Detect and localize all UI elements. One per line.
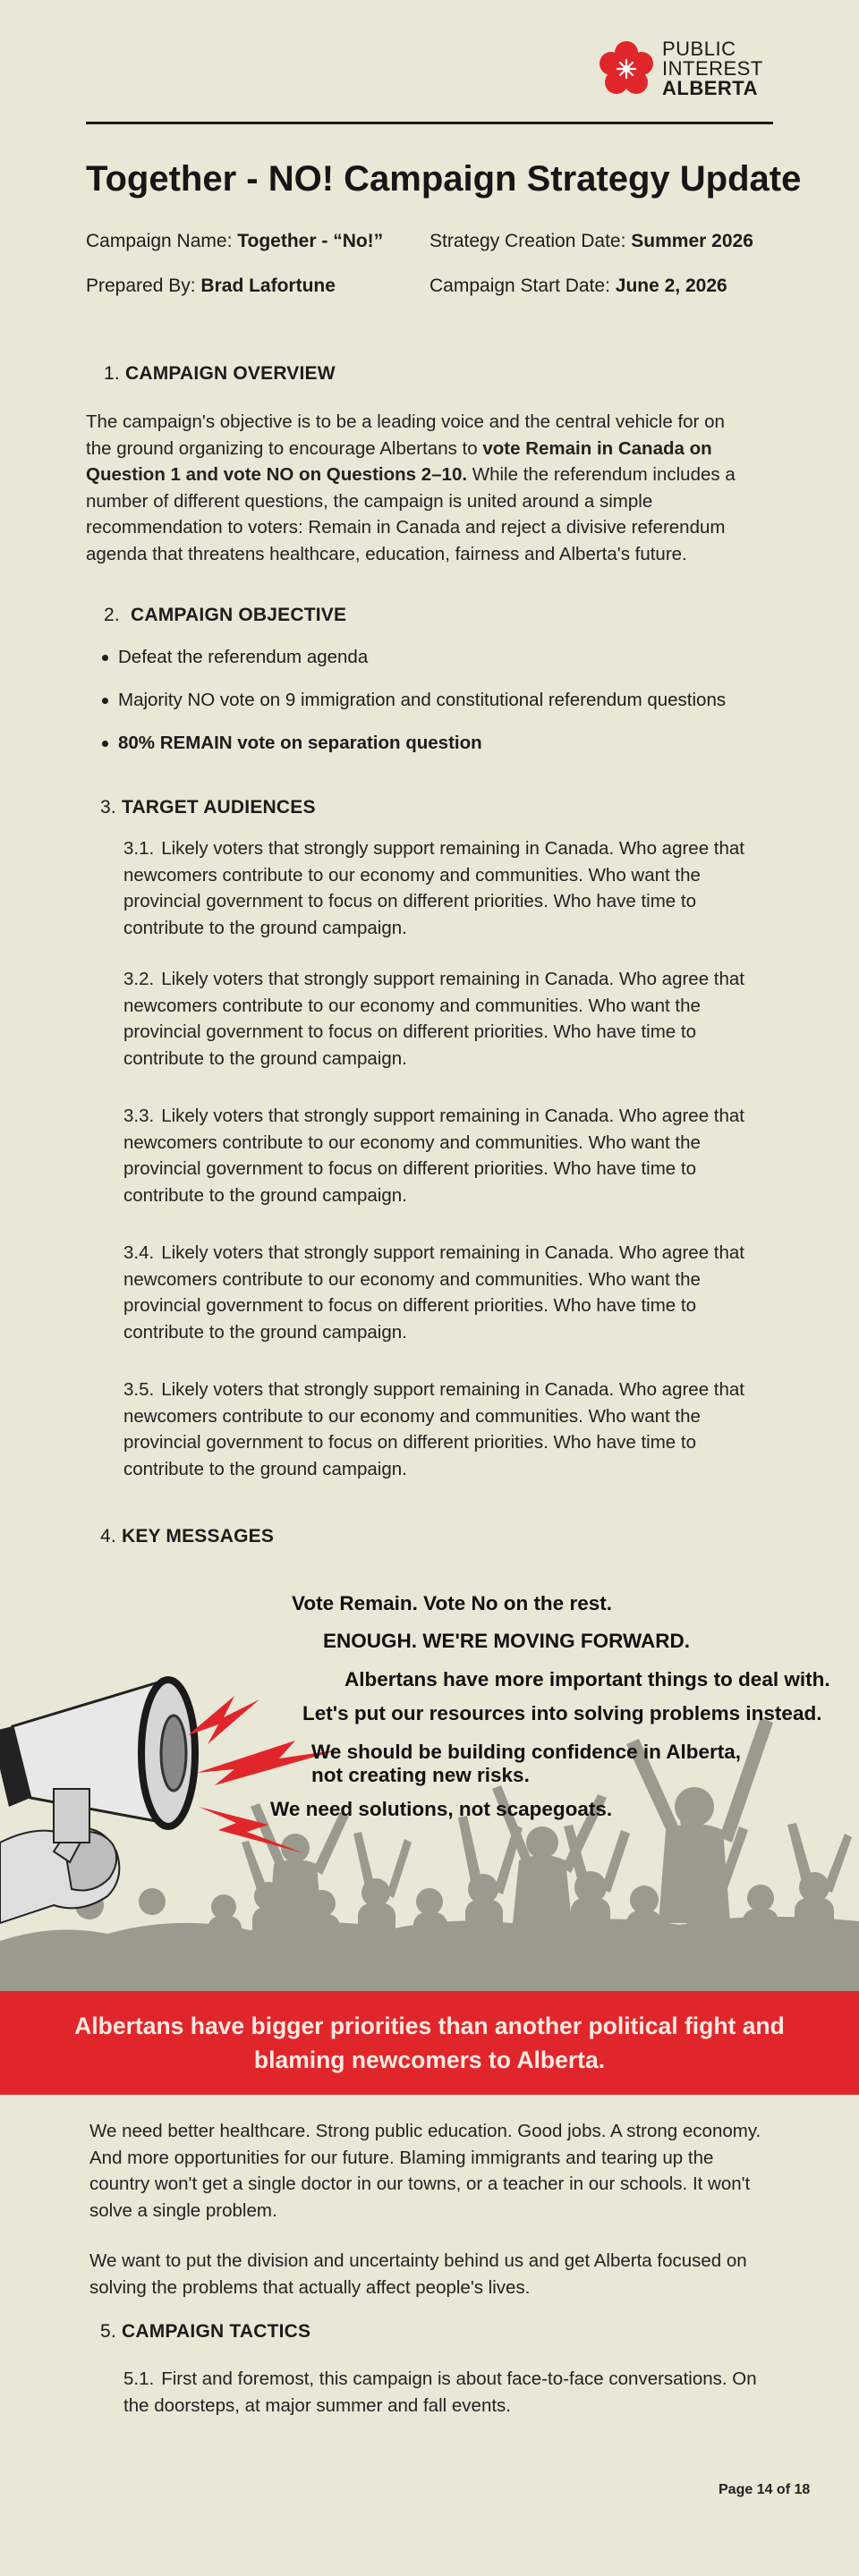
key-message: ENOUGH. WE'RE MOVING FORWARD. (323, 1630, 690, 1652)
start-date-field (430, 275, 727, 297)
banner-text: Albertans have bigger priorities than another political fight and blaming newcomers to Alberta. (74, 2012, 785, 2073)
section-title: KEY MESSAGES (121, 1526, 275, 1546)
section-number: 3. (100, 797, 116, 818)
logo-line-2: INTEREST (662, 57, 763, 80)
page-number: Page 14 of 18 (719, 2482, 811, 2497)
tactic-number: 5.1. (123, 2368, 155, 2389)
prepared-by-value: Brad Lafortune (200, 275, 336, 296)
audience-text: Likely voters that strongly support remaining in Canada. Who agree that newcomers contribute to our economy and communities. Who want the provincial government to focus on different priorities. Who have time to contribute to the ground campaign. (123, 1242, 744, 1343)
megaphone-crowd-illustration (0, 1583, 859, 1995)
logo-wordmark (662, 39, 763, 98)
page-title: Together - NO! Campaign Strategy Update (86, 159, 802, 199)
tactic-text: First and foremost, this campaign is about face-to-face conversations. On the doorsteps, at major summer and fall events. (123, 2368, 757, 2416)
key-message: We should be building confidence in Alberta, (311, 1741, 742, 1763)
prepared-by-label: Prepared By: (86, 275, 196, 296)
section-heading-key-messages (100, 1526, 274, 1547)
header-divider (86, 122, 773, 124)
priority-banner (0, 1991, 859, 2095)
section-heading-tactics (100, 2321, 310, 2343)
section-title: CAMPAIGN TACTICS (121, 2321, 311, 2342)
key-messages-paragraph-2: We want to put the division and uncertainty behind us and get Alberta focused on solving the problems that actually affect people's lives. (89, 2250, 747, 2298)
section-title: TARGET AUDIENCES (121, 797, 316, 818)
audience-number: 3.3. (123, 1106, 155, 1126)
overview-text-bold: vote Remain in Canada on Question 1 and vote NO on Questions 2–10. (86, 437, 712, 485)
list-item: Majority NO vote on 9 immigration and constitutional referendum questions (98, 688, 726, 731)
list-item: Defeat the referendum agenda (98, 645, 726, 688)
audience-item (123, 966, 768, 1072)
key-message: Vote Remain. Vote No on the rest. (292, 1592, 612, 1614)
section-heading-objective (104, 605, 346, 626)
public-interest-alberta-logo (598, 39, 763, 98)
audience-text: Likely voters that strongly support remaining in Canada. Who agree that newcomers contribute to our economy and communities. Who want the provincial government to focus on different priorities. Who have time to contribute to the ground campaign. (123, 969, 744, 1069)
audience-number: 3.5. (123, 1379, 155, 1400)
audience-item (123, 1103, 768, 1208)
audience-text: Likely voters that strongly support remaining in Canada. Who agree that newcomers contribute to our economy and communities. Who want the provincial government to focus on different priorities. Who have time to contribute to the ground campaign. (123, 1106, 744, 1206)
section-number: 4. (100, 1526, 116, 1546)
logo-line-3: ALBERTA (662, 77, 758, 99)
campaign-name-field (86, 231, 383, 252)
section-heading-audiences (100, 797, 316, 818)
start-date-label: Campaign Start Date: (430, 275, 610, 296)
section-number: 5. (100, 2321, 116, 2342)
creation-date-value: Summer 2026 (631, 231, 753, 251)
section-title: CAMPAIGN OVERVIEW (124, 363, 336, 384)
prepared-by-field (86, 275, 336, 297)
key-messages-paragraph-1: We need better healthcare. Strong public education. Good jobs. A strong economy. And more opportunities for our future. Blaming immigrants and tearing up the country won't get a single doctor in our towns, or a teacher in our schools. It won't solve a single problem. (89, 2121, 761, 2221)
audience-text: Likely voters that strongly support remaining in Canada. Who agree that newcomers contribute to our economy and communities. Who want the provincial government to focus on different priorities. Who have time to contribute to the ground campaign. (123, 1379, 744, 1479)
creation-date-field (430, 231, 753, 252)
audience-number: 3.1. (123, 838, 155, 859)
section-number: 2. (104, 605, 120, 625)
audience-number: 3.2. (123, 969, 155, 989)
key-message: Let's put our resources into solving problems instead. (302, 1702, 822, 1724)
audience-item (123, 1377, 768, 1482)
objective-list (98, 645, 726, 774)
section-title: CAMPAIGN OBJECTIVE (130, 605, 347, 625)
campaign-name-label: Campaign Name: (86, 231, 233, 251)
logo-line-1: PUBLIC (662, 38, 736, 60)
tactic-item (123, 2366, 768, 2419)
list-item: 80% REMAIN vote on separation question (98, 731, 726, 774)
maple-flower-logo-icon (598, 40, 655, 97)
overview-paragraph (86, 409, 753, 567)
audience-item (123, 1240, 768, 1345)
overview-text-b: While the referendum includes a number of different questions, the campaign is united around a simple recommendation to voters: Remain in Canada and reject a divisive referendum agenda that threatens healthcare, education, fairness and Alberta's future. (86, 464, 736, 564)
creation-date-label: Strategy Creation Date: (430, 231, 626, 251)
start-date-value: June 2, 2026 (615, 275, 727, 296)
audience-item (123, 835, 768, 941)
section-number: 1. (104, 363, 120, 384)
campaign-name-value: Together - “No!” (237, 231, 384, 251)
section-heading-overview (104, 363, 336, 385)
audience-text: Likely voters that strongly support remaining in Canada. Who agree that newcomers contribute to our economy and communities. Who want the provincial government to focus on different priorities. Who have time to contribute to the ground campaign. (123, 838, 744, 938)
overview-text-a: The campaign's objective is to be a leading voice and the central vehicle for on the ground organizing to encourage Albertans to (86, 411, 725, 459)
audience-number: 3.4. (123, 1242, 155, 1263)
key-message: not creating new risks. (311, 1764, 530, 1786)
key-message: Albertans have more important things to deal with. (344, 1668, 830, 1690)
key-message: We need solutions, not scapegoats. (270, 1798, 613, 1820)
